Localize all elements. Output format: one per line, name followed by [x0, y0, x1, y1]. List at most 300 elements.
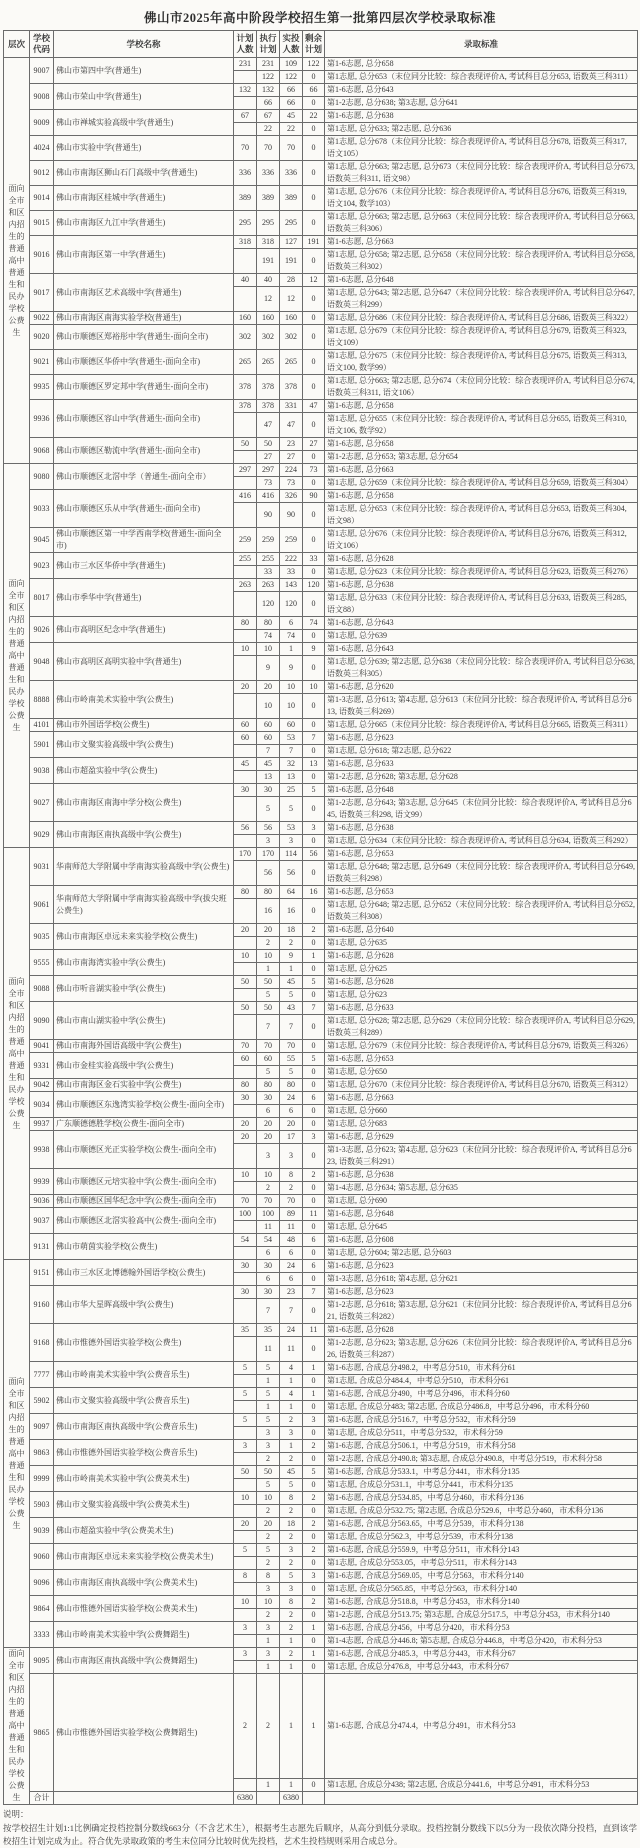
actual-count: 45 — [280, 1466, 303, 1479]
admission-standard: 第1志愿, 总分678（末位同分比较：综合表现评价A, 考试科目总分678, 语数英三科317, 语文105） — [325, 136, 638, 161]
table-row — [4, 617, 638, 630]
admission-standard: 第1-3志愿, 总分618; 第4志愿, 总分621 — [325, 1273, 638, 1286]
school-name: 佛山市南海湾实验中学(公费生) — [54, 950, 234, 976]
admission-standard: 第1志愿, 总分659（末位同分比较：综合表现评价A, 考试科目总分659, 语数英三科304） — [325, 477, 638, 490]
school-name: 佛山市南海区南海实验学校(普通生) — [54, 312, 234, 325]
plan-count: 389 — [234, 186, 257, 211]
school-name: 佛山市禅城实验高级中学(普通生) — [54, 110, 234, 136]
school-name: 佛山市惟德外国语实验学校(公费美术生) — [54, 1596, 234, 1622]
school-code: 9034 — [30, 1092, 54, 1118]
plan-count — [234, 861, 257, 886]
school-name: 佛山市南海区南执高级中学(公费音乐生) — [54, 1414, 234, 1440]
school-name: 佛山市顺德区东逸湾实验学校(公费生-面向全市) — [54, 1092, 234, 1118]
remain-count: 1 — [303, 950, 325, 963]
admission-standard: 第1志愿, 总分623（末位同分比较：综合表现评价A, 考试科目总分623, 语数英三科276） — [325, 566, 638, 579]
plan-count: 318 — [234, 236, 257, 249]
school-code: 9555 — [30, 950, 54, 976]
school-code: 9031 — [30, 848, 54, 886]
actual-count: 5 — [280, 1479, 303, 1492]
plan-count — [234, 1531, 257, 1544]
actual-count: 43 — [280, 1002, 303, 1015]
admission-standard: 第1志愿, 总分658; 第2志愿, 总分658（末位同分比较：综合表现评价A, 考试科目总分658, 语数英三科302） — [325, 249, 638, 274]
admission-standard: 第1-6志愿, 合成总分518.8，中考总分453，市术科分140 — [325, 1596, 638, 1609]
school-code: 9068 — [30, 438, 54, 464]
admission-standard: 第1志愿, 合成总分484.4，中考总分510，市术科分61 — [325, 1375, 638, 1388]
exec-count: 7 — [257, 1299, 280, 1324]
admission-standard: 第1-6志愿, 总分638 — [325, 1169, 638, 1182]
actual-count: 1 — [280, 643, 303, 656]
actual-count: 222 — [280, 553, 303, 566]
header-remain: 剩余计划 — [303, 31, 325, 58]
actual-count: 12 — [280, 287, 303, 312]
remain-count: 0 — [303, 861, 325, 886]
remain-count: 27 — [303, 438, 325, 451]
actual-count: 80 — [280, 1079, 303, 1092]
admission-standard: 第1-6志愿, 总分648 — [325, 274, 638, 287]
school-name: 佛山市听音湖实验中学(公费生) — [54, 976, 234, 1002]
plan-count: 265 — [234, 350, 257, 375]
school-code: 9088 — [30, 976, 54, 1002]
plan-count: 45 — [234, 758, 257, 771]
table-row — [4, 1234, 638, 1247]
plan-count: 170 — [234, 848, 257, 861]
admission-standard: 第1志愿, 总分655（末位同分比较：综合表现评价A, 考试科目总分655, 语数英三科310, 语文106, 数学92） — [325, 413, 638, 438]
actual-count: 23 — [280, 1286, 303, 1299]
exec-count: 416 — [257, 490, 280, 503]
actual-count: 6 — [280, 1273, 303, 1286]
exec-count: 70 — [257, 136, 280, 161]
school-name: 佛山市文聚实验高级中学(公费美术生) — [54, 1492, 234, 1518]
actual-count: 2 — [280, 1414, 303, 1427]
plan-count — [234, 1105, 257, 1118]
plan-count: 20 — [234, 681, 257, 694]
table-row — [4, 400, 638, 413]
exec-count: 30 — [257, 784, 280, 797]
actual-count: 2 — [280, 937, 303, 950]
remain-count: 16 — [303, 886, 325, 899]
remain-count: 0 — [303, 1299, 325, 1324]
exec-count: 1 — [257, 1661, 280, 1674]
plan-count — [234, 1299, 257, 1324]
school-code: 4101 — [30, 719, 54, 732]
school-name: 佛山市文聚实验高级中学(公费音乐生) — [54, 1388, 234, 1414]
exec-count: 336 — [257, 161, 280, 186]
remain-count: 191 — [303, 236, 325, 249]
actual-count: 2 — [280, 1609, 303, 1622]
exec-count: 1 — [257, 1779, 280, 1792]
plan-count: 2 — [234, 1674, 257, 1779]
remain-count: 0 — [303, 325, 325, 350]
actual-count: 27 — [280, 451, 303, 464]
remain-count: 0 — [303, 1247, 325, 1260]
plan-count — [234, 963, 257, 976]
exec-count: 33 — [257, 566, 280, 579]
actual-count: 302 — [280, 325, 303, 350]
actual-count: 9 — [280, 950, 303, 963]
plan-count: 10 — [234, 1596, 257, 1609]
admission-standard: 第1-6志愿, 总分629 — [325, 1131, 638, 1144]
exec-count: 90 — [257, 503, 280, 528]
remain-count: 6 — [303, 1234, 325, 1247]
remain-count: 3 — [303, 1570, 325, 1583]
exec-count: 120 — [257, 592, 280, 617]
table-row — [4, 579, 638, 592]
remain-count: 0 — [303, 477, 325, 490]
plan-count: 20 — [234, 924, 257, 937]
admission-standard: 第1-6志愿, 合成总分533.1，中考总分441，市术科分135 — [325, 1466, 638, 1479]
admission-standard: 第1-6志愿, 合成总分563.65，中考总分539，市术科分138 — [325, 1518, 638, 1531]
exec-count: 60 — [257, 1053, 280, 1066]
exec-count: 2 — [257, 1182, 280, 1195]
remain-count: 0 — [303, 1144, 325, 1169]
remain-count: 0 — [303, 350, 325, 375]
actual-count: 120 — [280, 592, 303, 617]
plan-count — [234, 1779, 257, 1792]
actual-count: 9 — [280, 656, 303, 681]
exec-count: 56 — [257, 822, 280, 835]
table-row — [4, 1131, 638, 1144]
exec-count: 10 — [257, 1492, 280, 1505]
plan-count: 60 — [234, 719, 257, 732]
remain-count: 47 — [303, 400, 325, 413]
admission-standard: 第1-2志愿, 总分618; 第3志愿, 总分621（末位同分比较：综合表现评价A, 考试科目总分621, 语数英三科282） — [325, 1299, 638, 1324]
actual-count: 53 — [280, 822, 303, 835]
actual-count: 2 — [280, 1557, 303, 1570]
remain-count: 9 — [303, 643, 325, 656]
admission-standard: 第1志愿, 总分618; 第2志愿, 总分622 — [325, 745, 638, 758]
exec-count: 20 — [257, 924, 280, 937]
admission-standard: 第1志愿, 总分635 — [325, 937, 638, 950]
plan-count — [234, 899, 257, 924]
school-code: 9012 — [30, 161, 54, 186]
remain-count: 0 — [303, 937, 325, 950]
school-code: 9027 — [30, 784, 54, 822]
admission-standard: 第1志愿, 总分675（末位同分比较：综合表现评价A, 考试科目总分675, 语数英三科313, 语文100, 数学99） — [325, 350, 638, 375]
remain-count: 0 — [303, 1015, 325, 1040]
remain-count: 0 — [303, 1337, 325, 1362]
school-name: 佛山市顺德区容山中学(普通生-面向全市) — [54, 400, 234, 438]
school-name: 佛山市文聚实验高级中学(公费生) — [54, 732, 234, 758]
school-name: 佛山市第四中学(普通生) — [54, 58, 234, 84]
school-name: 佛山市岭南美术实验中学(公费美术生) — [54, 1466, 234, 1492]
exec-count: 10 — [257, 694, 280, 719]
school-name: 佛山市南海区艺术高级中学(普通生) — [54, 274, 234, 312]
table-row — [4, 84, 638, 97]
exec-count: 73 — [257, 477, 280, 490]
admission-standard: 第1-6志愿, 总分653 — [325, 1053, 638, 1066]
exec-count: 297 — [257, 464, 280, 477]
remain-count: 0 — [303, 1375, 325, 1388]
table-row — [4, 490, 638, 503]
actual-count: 3 — [280, 1427, 303, 1440]
plan-count: 10 — [234, 950, 257, 963]
exec-count: 5 — [257, 1066, 280, 1079]
admission-standard: 第1志愿, 总分634（末位同分比较：综合表现评价A, 考试科目总分634, 语数英三科292） — [325, 835, 638, 848]
plan-count: 80 — [234, 886, 257, 899]
actual-count: 24 — [280, 1092, 303, 1105]
actual-count: 70 — [280, 1040, 303, 1053]
school-code: 9160 — [30, 1286, 54, 1324]
plan-count: 30 — [234, 1286, 257, 1299]
exec-count: 122 — [257, 71, 280, 84]
school-code: 9097 — [30, 1414, 54, 1440]
remain-count: 120 — [303, 579, 325, 592]
exec-count: 3 — [257, 1427, 280, 1440]
actual-count: 11 — [280, 1337, 303, 1362]
school-name: 佛山市岭南美术实验中学(公费音乐生) — [54, 1362, 234, 1388]
table-row — [4, 186, 638, 211]
exec-count: 7 — [257, 745, 280, 758]
remain-count: 5 — [303, 784, 325, 797]
exec-count: 54 — [257, 1234, 280, 1247]
remain-count: 0 — [303, 186, 325, 211]
admission-standard: 第1-6志愿, 总分653 — [325, 848, 638, 861]
exec-count: 13 — [257, 771, 280, 784]
plan-count: 100 — [234, 1208, 257, 1221]
admission-standard: 第1-6志愿, 总分658 — [325, 490, 638, 503]
school-name: 佛山市顺德区国华纪念中学(公费生-面向全市) — [54, 1195, 234, 1208]
admission-standard: 第1-6志愿, 总分620 — [325, 681, 638, 694]
table-row — [4, 553, 638, 566]
remain-count: 7 — [303, 1286, 325, 1299]
exec-count: 378 — [257, 400, 280, 413]
table-row — [4, 1040, 638, 1053]
exec-count: 10 — [257, 1596, 280, 1609]
school-name: 佛山市南海区卓远未来实验学校(公费生) — [54, 924, 234, 950]
admission-standard: 第1-6志愿, 总分658 — [325, 58, 638, 71]
remain-count: 1 — [303, 1388, 325, 1401]
school-code: 9863 — [30, 1440, 54, 1466]
remain-count: 0 — [303, 123, 325, 136]
remain-count: 74 — [303, 617, 325, 630]
remain-count: 0 — [303, 97, 325, 110]
plan-count: 10 — [234, 1492, 257, 1505]
plan-count — [234, 413, 257, 438]
admission-standard: 第1-6志愿, 合成总分559.9，中考总分511，市术科分143 — [325, 1544, 638, 1557]
plan-count — [234, 797, 257, 822]
plan-count — [234, 1453, 257, 1466]
total-plan: 6380 — [234, 1792, 257, 1805]
actual-count: 56 — [280, 861, 303, 886]
actual-count: 22 — [280, 123, 303, 136]
table-row — [4, 1414, 638, 1427]
remain-count: 7 — [303, 1002, 325, 1015]
plan-count: 297 — [234, 464, 257, 477]
actual-count: 5 — [280, 797, 303, 822]
table-row — [4, 1053, 638, 1066]
exec-count: 2 — [257, 1531, 280, 1544]
plan-count: 60 — [234, 1053, 257, 1066]
admission-standard: 第1-6志愿, 总分643 — [325, 643, 638, 656]
school-name: 佛山市南海区南执高级中学(公费美术生) — [54, 1570, 234, 1596]
actual-count: 295 — [280, 211, 303, 236]
plan-count: 336 — [234, 161, 257, 186]
notes — [3, 1808, 637, 1848]
admission-standard: 第1-6志愿, 总分628 — [325, 976, 638, 989]
admission-standard: 第1-6志愿, 合成总分490，中考总分496，市术科分60 — [325, 1388, 638, 1401]
exec-count: 20 — [257, 1518, 280, 1531]
school-code: 9042 — [30, 1079, 54, 1092]
actual-count: 6 — [280, 1105, 303, 1118]
exec-count: 100 — [257, 1208, 280, 1221]
admission-standard: 第1志愿, 总分639 — [325, 630, 638, 643]
table-row — [4, 1362, 638, 1375]
school-code: 9060 — [30, 1544, 54, 1570]
plan-count: 80 — [234, 617, 257, 630]
remain-count: 0 — [303, 963, 325, 976]
remain-count: 0 — [303, 287, 325, 312]
exec-count: 5 — [257, 1388, 280, 1401]
admission-standard: 第1-6志愿, 总分633 — [325, 1002, 638, 1015]
actual-count: 331 — [280, 400, 303, 413]
notes-heading: 说明： — [3, 1809, 29, 1819]
school-code: 9041 — [30, 1040, 54, 1053]
actual-count: 3 — [280, 1583, 303, 1596]
plan-count: 295 — [234, 211, 257, 236]
plan-count — [234, 1557, 257, 1570]
remain-count: 2 — [303, 1544, 325, 1557]
actual-count: 10 — [280, 694, 303, 719]
table-row — [4, 1622, 638, 1635]
table-row — [4, 1596, 638, 1609]
actual-count: 73 — [280, 477, 303, 490]
plan-count: 255 — [234, 553, 257, 566]
actual-count: 3 — [280, 1144, 303, 1169]
plan-count: 3 — [234, 1648, 257, 1661]
admission-standard: 第1-4志愿, 总分634; 第5志愿, 总分635 — [325, 1182, 638, 1195]
remain-count: 0 — [303, 1221, 325, 1234]
actual-count: 13 — [280, 771, 303, 784]
school-code: 9331 — [30, 1053, 54, 1079]
school-name: 华南师范大学附属中学南海实验高级中学(拔尖班公费生) — [54, 886, 234, 924]
school-name: 佛山市高明区纪念中学(普通生) — [54, 617, 234, 643]
school-code: 9020 — [30, 325, 54, 350]
exec-count: 20 — [257, 681, 280, 694]
admission-standard: 第1-6志愿, 合成总分569.05，中考总分563，市术科分140 — [325, 1570, 638, 1583]
remain-count: 0 — [303, 1040, 325, 1053]
remain-count: 0 — [303, 719, 325, 732]
exec-count: 11 — [257, 1337, 280, 1362]
exec-count: 47 — [257, 413, 280, 438]
school-name: 佛山市南海外国语高级中学(公费生) — [54, 1040, 234, 1053]
school-code: 8017 — [30, 579, 54, 617]
actual-count: 28 — [280, 274, 303, 287]
remain-count: 12 — [303, 274, 325, 287]
school-code: 9865 — [30, 1674, 54, 1792]
table-row — [4, 1518, 638, 1531]
table-row — [4, 274, 638, 287]
exec-count: 5 — [257, 1479, 280, 1492]
table-row — [4, 1260, 638, 1273]
school-name: 佛山市岭南美术实验中学(公费生) — [54, 681, 234, 719]
remain-count: 3 — [303, 1131, 325, 1144]
school-code: 8888 — [30, 681, 54, 719]
exec-count: 295 — [257, 211, 280, 236]
level-label: 面向全市和区内招生的普通高中普通生和民办学校公费生 — [4, 848, 30, 1260]
remain-count: 0 — [303, 413, 325, 438]
school-code: 9864 — [30, 1596, 54, 1622]
table-row — [4, 1118, 638, 1131]
admission-standard: 第1志愿, 总分628; 第2志愿, 总分629（末位同分比较：综合表现评价A, 考试科目总分629, 语数英三科289） — [325, 1015, 638, 1040]
actual-count: 55 — [280, 1053, 303, 1066]
plan-count: 5 — [234, 1388, 257, 1401]
remain-count: 0 — [303, 1505, 325, 1518]
remain-count: 0 — [303, 1661, 325, 1674]
admission-standard: 第1-6志愿, 总分633 — [325, 758, 638, 771]
table-row — [4, 211, 638, 236]
actual-count: 8 — [280, 1492, 303, 1505]
table-row — [4, 1092, 638, 1105]
remain-count: 33 — [303, 553, 325, 566]
plan-count — [234, 1401, 257, 1414]
exec-count: 1 — [257, 1401, 280, 1414]
table-row — [4, 950, 638, 963]
plan-count — [234, 566, 257, 579]
school-name: 佛山市惟德外国语实验学校(公费舞蹈生) — [54, 1674, 234, 1792]
exec-count: 22 — [257, 123, 280, 136]
exec-count: 50 — [257, 438, 280, 451]
exec-count: 67 — [257, 110, 280, 123]
admission-standard: 第1志愿, 总分679（末位同分比较：综合表现评价A, 考试科目总分679, 语数英三科326） — [325, 1040, 638, 1053]
actual-count: 259 — [280, 528, 303, 553]
admission-standard: 第1志愿, 总分690 — [325, 1195, 638, 1208]
table-row — [4, 758, 638, 771]
actual-count: 4 — [280, 1388, 303, 1401]
remain-count: 0 — [303, 1479, 325, 1492]
school-name: 佛山市南海区狮山石门高级中学(普通生) — [54, 161, 234, 186]
remain-count: 22 — [303, 110, 325, 123]
school-name: 佛山市荣山中学(普通生) — [54, 84, 234, 110]
remain-count: 0 — [303, 451, 325, 464]
actual-count: 5 — [280, 1066, 303, 1079]
remain-count: 0 — [303, 1635, 325, 1648]
actual-count: 224 — [280, 464, 303, 477]
exec-count: 10 — [257, 950, 280, 963]
school-name: 佛山市季华中学(普通生) — [54, 579, 234, 617]
plan-count — [234, 835, 257, 848]
actual-count: 25 — [280, 784, 303, 797]
plan-count — [234, 249, 257, 274]
admission-standard: 第1-6志愿, 合成总分498.2，中考总分510，市术科分61 — [325, 1362, 638, 1375]
school-name: 佛山市华大星晖高级中学(公费生) — [54, 1286, 234, 1324]
actual-count: 143 — [280, 579, 303, 592]
school-code: 9080 — [30, 464, 54, 490]
plan-count — [234, 1479, 257, 1492]
remain-count: 1 — [303, 1622, 325, 1635]
exec-count: 3 — [257, 1144, 280, 1169]
actual-count: 11 — [280, 1221, 303, 1234]
admission-standard: 第1志愿, 合成总分483; 第2志愿, 合成总分486.8，中考总分496，市术科分60 — [325, 1401, 638, 1414]
admission-standard: 第1-6志愿, 总分653 — [325, 886, 638, 899]
table-row — [4, 161, 638, 186]
school-code: 9939 — [30, 1169, 54, 1195]
admission-standard: 第1-6志愿, 总分628 — [325, 950, 638, 963]
plan-count — [234, 97, 257, 110]
exec-count: 3 — [257, 1583, 280, 1596]
remain-count: 2 — [303, 1492, 325, 1505]
admission-standard: 第1-6志愿, 总分648 — [325, 1208, 638, 1221]
remain-count: 0 — [303, 528, 325, 553]
school-name: 佛山市顺德区罗定邦中学(普通生-面向全市) — [54, 375, 234, 400]
admission-standard: 第1志愿, 总分663; 第2志愿, 总分673（末位同分比较：综合表现评价A, 考试科目总分673, 语数英三科311, 语文98） — [325, 161, 638, 186]
admission-standard: 第1-6志愿, 总分623 — [325, 732, 638, 745]
plan-count — [234, 1635, 257, 1648]
actual-count: 3 — [280, 1544, 303, 1557]
school-name: 佛山市萌茵实验学校(公费生) — [54, 1234, 234, 1260]
plan-count: 30 — [234, 1260, 257, 1273]
actual-count: 17 — [280, 1131, 303, 1144]
actual-count: 326 — [280, 490, 303, 503]
